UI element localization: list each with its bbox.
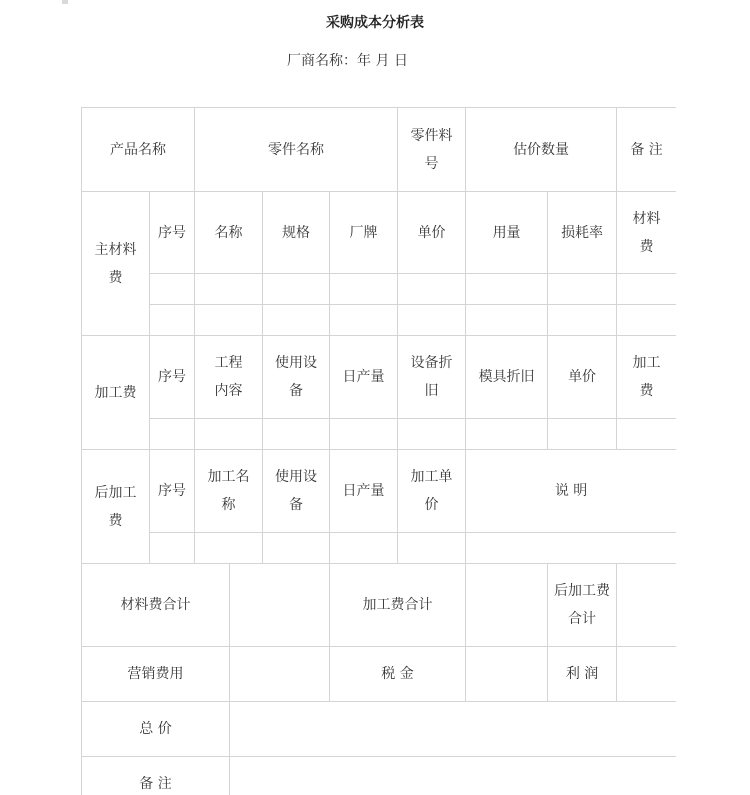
post-processing-data-row [82,533,677,564]
post-processing-cell[interactable] [150,533,195,564]
cost-analysis-sheet [81,107,676,795]
material-total-value[interactable] [230,564,330,647]
post-processing-cell[interactable] [398,533,466,564]
product-name-label: 产品名称 [82,108,195,192]
material-cell[interactable] [548,274,617,305]
totals-row [82,564,677,647]
footer-remarks-value[interactable] [230,757,677,795]
material-cell[interactable] [398,274,466,305]
material-cell[interactable] [263,274,330,305]
material-cell[interactable] [195,305,263,336]
processing-col-daily-output: 日产量 [330,336,398,419]
post-processing-cell[interactable] [195,533,263,564]
material-col-usage: 用量 [466,192,548,274]
material-col-name: 名称 [195,192,263,274]
processing-col-work-content: 工程内容 [195,336,263,419]
corner-mark [62,0,68,4]
tax-label: 税 金 [330,647,466,702]
material-col-brand: 厂牌 [330,192,398,274]
material-cell[interactable] [330,305,398,336]
material-cell[interactable] [548,305,617,336]
profit-label: 利 润 [548,647,617,702]
estimated-quantity-label: 估价数量 [466,108,617,192]
processing-col-processing-fee: 加工费 [617,336,676,419]
part-name-label: 零件名称 [195,108,398,192]
post-processing-col-seq: 序号 [150,450,195,533]
material-data-row [82,305,677,336]
processing-total-value[interactable] [466,564,548,647]
cost-analysis-table [81,107,676,795]
material-total-label: 材料费合计 [82,564,230,647]
footer-remarks-label: 备 注 [82,757,230,795]
post-processing-col-description: 说 明 [466,450,676,533]
material-header-row [82,192,677,274]
post-processing-col-process-name: 加工名称 [195,450,263,533]
material-cell[interactable] [263,305,330,336]
marketing-cost-label: 营销费用 [82,647,230,702]
post-processing-cell[interactable] [330,533,398,564]
processing-cell[interactable] [466,419,548,450]
material-cell[interactable] [398,305,466,336]
processing-cell[interactable] [263,419,330,450]
processing-total-label: 加工费合计 [330,564,466,647]
processing-col-equipment-depreciation: 设备折旧 [398,336,466,419]
material-col-loss-rate: 损耗率 [548,192,617,274]
post-processing-header-row [82,450,677,533]
remarks-label: 备 注 [617,108,676,192]
material-cell[interactable] [617,274,676,305]
material-col-seq: 序号 [150,192,195,274]
marketing-cost-value[interactable] [230,647,330,702]
processing-cell[interactable] [150,419,195,450]
total-price-label: 总 价 [82,702,230,757]
page-title: 采购成本分析表 [326,15,424,31]
post-processing-total-label: 后加工费合计 [548,564,617,647]
post-processing-cell[interactable] [466,533,676,564]
header-row [82,108,677,192]
processing-data-row [82,419,677,450]
material-col-material-cost: 材料费 [617,192,676,274]
processing-col-unit-price: 单价 [548,336,617,419]
processing-cell[interactable] [548,419,617,450]
profit-value[interactable] [617,647,676,702]
material-cell[interactable] [617,305,676,336]
material-cell[interactable] [466,305,548,336]
processing-col-equipment: 使用设备 [263,336,330,419]
processing-col-mold-depreciation: 模具折旧 [466,336,548,419]
material-section-label: 主材料费 [82,192,150,336]
processing-cell[interactable] [195,419,263,450]
post-processing-total-value[interactable] [617,564,676,647]
material-cell[interactable] [330,274,398,305]
post-processing-col-unit-price: 加工单价 [398,450,466,533]
total-price-value[interactable] [230,702,677,757]
part-number-label: 零件料号 [398,108,466,192]
processing-cell[interactable] [330,419,398,450]
material-cell[interactable] [150,305,195,336]
material-data-row [82,274,677,305]
material-col-unit-price: 单价 [398,192,466,274]
post-processing-col-equipment: 使用设备 [263,450,330,533]
total-price-row [82,702,677,757]
tax-value[interactable] [466,647,548,702]
material-col-spec: 规格 [263,192,330,274]
processing-section-label: 加工费 [82,336,150,450]
processing-cell[interactable] [617,419,676,450]
material-cell[interactable] [150,274,195,305]
post-processing-section-label: 后加工费 [82,450,150,564]
processing-col-seq: 序号 [150,336,195,419]
expenses-row [82,647,677,702]
material-cell[interactable] [195,274,263,305]
processing-cell[interactable] [398,419,466,450]
processing-header-row [82,336,677,419]
post-processing-cell[interactable] [263,533,330,564]
post-processing-col-daily-output: 日产量 [330,450,398,533]
vendor-date-line: 厂商名称：年 月 日 [287,53,408,69]
footer-remarks-row [82,757,677,795]
material-cell[interactable] [466,274,548,305]
